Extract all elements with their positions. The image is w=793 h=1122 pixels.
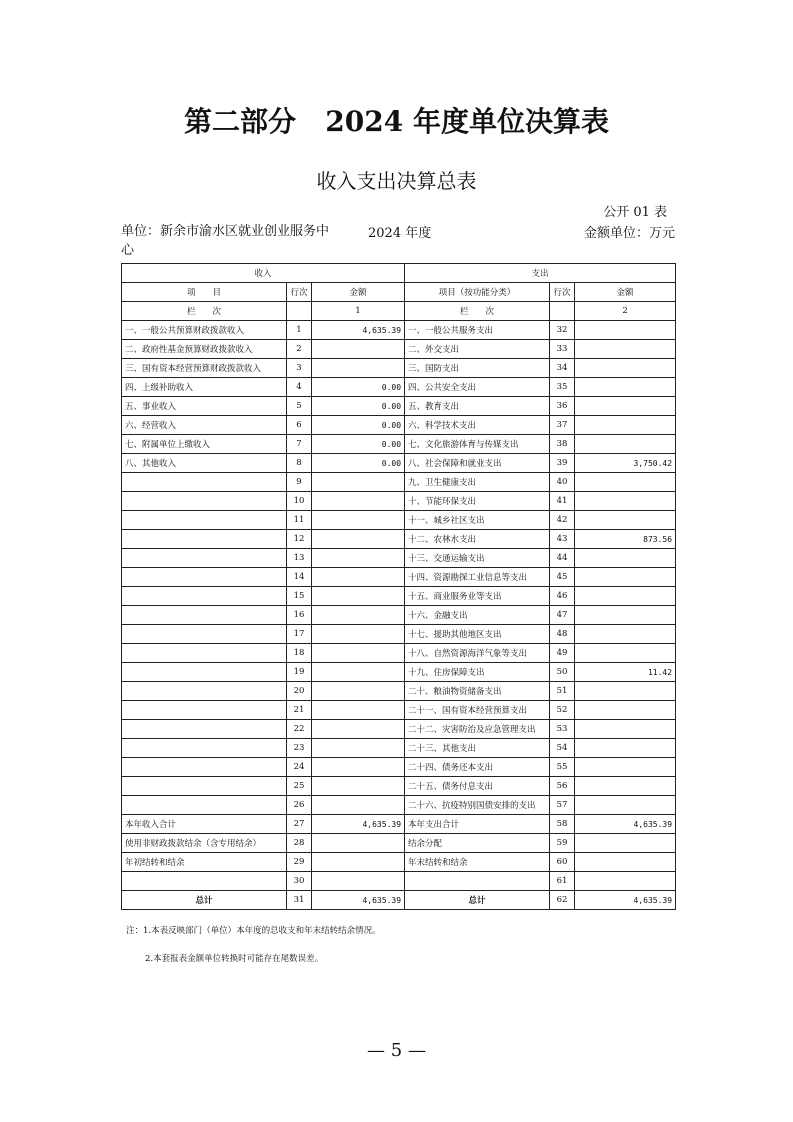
expense-item: 十四、资源勘探工业信息等支出 xyxy=(405,568,550,587)
expense-amount: 3,750.42 xyxy=(575,454,676,473)
income-amount xyxy=(312,359,405,378)
income-item xyxy=(122,758,287,777)
expense-row-no: 38 xyxy=(550,435,575,454)
expense-item: 二十四、债务还本支出 xyxy=(405,758,550,777)
income-item xyxy=(122,644,287,663)
header-row-col-index xyxy=(122,302,676,321)
income-amount xyxy=(312,473,405,492)
income-amount xyxy=(312,625,405,644)
income-row-no: 6 xyxy=(287,416,312,435)
income-row-no: 22 xyxy=(287,720,312,739)
income-amount xyxy=(312,739,405,758)
table-row xyxy=(122,815,676,834)
income-item xyxy=(122,587,287,606)
expense-amount xyxy=(575,587,676,606)
income-item xyxy=(122,473,287,492)
expense-amount: 873.56 xyxy=(575,530,676,549)
table-row xyxy=(122,340,676,359)
table-row xyxy=(122,682,676,701)
expense-amount xyxy=(575,872,676,891)
income-item: 四、上级补助收入 xyxy=(122,378,287,397)
income-item xyxy=(122,568,287,587)
expense-item: 九、卫生健康支出 xyxy=(405,473,550,492)
expense-row-no: 57 xyxy=(550,796,575,815)
year-label: 2024 年度 xyxy=(368,226,432,241)
income-amount: 0.00 xyxy=(312,416,405,435)
income-item: 三、国有资本经营预算财政拨款收入 xyxy=(122,359,287,378)
expense-row-no: 44 xyxy=(550,549,575,568)
expense-item: 七、文化旅游体育与传媒支出 xyxy=(405,435,550,454)
note-2: 2.本套报表金额单位转换时可能存在尾数误差。 xyxy=(145,954,324,964)
income-row-no: 25 xyxy=(287,777,312,796)
expense-row-no: 55 xyxy=(550,758,575,777)
expense-amount xyxy=(575,492,676,511)
expense-item: 八、社会保障和就业支出 xyxy=(405,454,550,473)
expense-item: 十一、城乡社区支出 xyxy=(405,511,550,530)
expense-item: 十六、金融支出 xyxy=(405,606,550,625)
table-row xyxy=(122,606,676,625)
income-row-no: 30 xyxy=(287,872,312,891)
income-item: 一、一般公共预算财政拨款收入 xyxy=(122,321,287,340)
header-row-columns xyxy=(122,283,676,302)
table-row xyxy=(122,435,676,454)
income-row-no: 20 xyxy=(287,682,312,701)
expense-amount xyxy=(575,720,676,739)
col-index-1: 1 xyxy=(312,302,405,321)
income-item xyxy=(122,530,287,549)
income-amount: 4,635.39 xyxy=(312,815,405,834)
expense-row-no: 52 xyxy=(550,701,575,720)
table-row xyxy=(122,568,676,587)
header-row-no-right: 行次 xyxy=(550,283,575,302)
income-item: 五、事业收入 xyxy=(122,397,287,416)
expense-row-no: 39 xyxy=(550,454,575,473)
col-index-blank-left xyxy=(287,302,312,321)
income-row-no: 23 xyxy=(287,739,312,758)
expense-item: 二、外交支出 xyxy=(405,340,550,359)
expense-item: 六、科学技术支出 xyxy=(405,416,550,435)
income-row-no: 7 xyxy=(287,435,312,454)
expense-amount: 11.42 xyxy=(575,663,676,682)
col-label-right: 栏 次 xyxy=(405,302,550,321)
expense-amount xyxy=(575,340,676,359)
income-amount xyxy=(312,663,405,682)
expense-amount xyxy=(575,701,676,720)
header-amount-left: 金额 xyxy=(312,283,405,302)
income-item: 使用非财政拨款结余（含专用结余） xyxy=(122,834,287,853)
income-total-row-no: 31 xyxy=(287,891,312,910)
income-row-no: 9 xyxy=(287,473,312,492)
expense-amount xyxy=(575,606,676,625)
income-row-no: 3 xyxy=(287,359,312,378)
header-func-item: 项目（按功能分类） xyxy=(405,283,550,302)
table-row xyxy=(122,530,676,549)
income-row-no: 11 xyxy=(287,511,312,530)
expense-row-no: 60 xyxy=(550,853,575,872)
expense-amount xyxy=(575,739,676,758)
expense-item: 十八、自然资源海洋气象等支出 xyxy=(405,644,550,663)
income-row-no: 24 xyxy=(287,758,312,777)
expense-row-no: 37 xyxy=(550,416,575,435)
income-amount xyxy=(312,568,405,587)
income-row-no: 2 xyxy=(287,340,312,359)
table-row xyxy=(122,834,676,853)
expense-item: 五、教育支出 xyxy=(405,397,550,416)
expense-amount: 4,635.39 xyxy=(575,815,676,834)
income-amount: 4,635.39 xyxy=(312,321,405,340)
income-row-no: 10 xyxy=(287,492,312,511)
expense-row-no: 49 xyxy=(550,644,575,663)
unit-label: 单位：新余市渝水区就业创业服务中心 xyxy=(121,224,330,258)
income-expense-table xyxy=(121,263,676,910)
expense-total-row-no: 62 xyxy=(550,891,575,910)
expense-item: 十三、交通运输支出 xyxy=(405,549,550,568)
expense-row-no: 33 xyxy=(550,340,575,359)
expense-row-no: 34 xyxy=(550,359,575,378)
income-amount xyxy=(312,701,405,720)
expense-amount xyxy=(575,549,676,568)
expense-amount xyxy=(575,473,676,492)
income-item: 六、经营收入 xyxy=(122,416,287,435)
income-item xyxy=(122,777,287,796)
expense-item: 十、节能环保支出 xyxy=(405,492,550,511)
income-item: 二、政府性基金预算财政拨款收入 xyxy=(122,340,287,359)
expense-total-amount: 4,635.39 xyxy=(575,891,676,910)
table-row xyxy=(122,416,676,435)
income-item xyxy=(122,606,287,625)
expense-amount xyxy=(575,834,676,853)
table-row xyxy=(122,321,676,340)
expense-amount xyxy=(575,416,676,435)
income-row-no: 17 xyxy=(287,625,312,644)
expense-amount xyxy=(575,625,676,644)
col-index-2: 2 xyxy=(575,302,676,321)
table-title: 收入支出决算总表 xyxy=(316,169,477,193)
header-row-section xyxy=(122,264,676,283)
income-amount: 0.00 xyxy=(312,378,405,397)
table-row xyxy=(122,853,676,872)
income-amount xyxy=(312,549,405,568)
expense-amount xyxy=(575,397,676,416)
expense-amount xyxy=(575,796,676,815)
expense-amount xyxy=(575,777,676,796)
income-row-no: 5 xyxy=(287,397,312,416)
income-amount xyxy=(312,530,405,549)
expense-item: 二十六、抗疫特别国债安排的支出 xyxy=(405,796,550,815)
expense-row-no: 50 xyxy=(550,663,575,682)
header-row-no-left: 行次 xyxy=(287,283,312,302)
income-row-no: 26 xyxy=(287,796,312,815)
header-item: 项 目 xyxy=(122,283,287,302)
col-label-left: 栏 次 xyxy=(122,302,287,321)
income-item xyxy=(122,663,287,682)
income-item: 本年收入合计 xyxy=(122,815,287,834)
income-amount xyxy=(312,587,405,606)
expense-row-no: 53 xyxy=(550,720,575,739)
expense-row-no: 58 xyxy=(550,815,575,834)
expense-item: 二十、粮油物资储备支出 xyxy=(405,682,550,701)
expense-amount xyxy=(575,758,676,777)
income-row-no: 15 xyxy=(287,587,312,606)
expense-amount xyxy=(575,511,676,530)
table-row xyxy=(122,359,676,378)
income-row-no: 1 xyxy=(287,321,312,340)
income-item xyxy=(122,872,287,891)
income-amount xyxy=(312,340,405,359)
expense-item: 二十三、其他支出 xyxy=(405,739,550,758)
income-item: 年初结转和结余 xyxy=(122,853,287,872)
expense-row-no: 56 xyxy=(550,777,575,796)
expense-item: 三、国防支出 xyxy=(405,359,550,378)
table-row xyxy=(122,644,676,663)
income-amount: 0.00 xyxy=(312,435,405,454)
income-item xyxy=(122,492,287,511)
table-row xyxy=(122,720,676,739)
expense-item xyxy=(405,872,550,891)
income-amount xyxy=(312,758,405,777)
income-row-no: 27 xyxy=(287,815,312,834)
expense-item: 结余分配 xyxy=(405,834,550,853)
col-index-blank-right xyxy=(550,302,575,321)
expense-row-no: 47 xyxy=(550,606,575,625)
expense-amount xyxy=(575,359,676,378)
income-item xyxy=(122,549,287,568)
expense-row-no: 51 xyxy=(550,682,575,701)
amount-unit: 金额单位：万元 xyxy=(583,226,675,241)
income-item xyxy=(122,701,287,720)
income-item xyxy=(122,739,287,758)
table-row xyxy=(122,701,676,720)
header-expense: 支出 xyxy=(405,264,676,283)
income-row-no: 14 xyxy=(287,568,312,587)
income-amount xyxy=(312,720,405,739)
expense-total-label: 总计 xyxy=(405,891,550,910)
expense-item: 十五、商业服务业等支出 xyxy=(405,587,550,606)
income-amount xyxy=(312,511,405,530)
expense-item: 二十一、国有资本经营预算支出 xyxy=(405,701,550,720)
income-amount xyxy=(312,872,405,891)
expense-row-no: 61 xyxy=(550,872,575,891)
expense-item: 二十二、灾害防治及应急管理支出 xyxy=(405,720,550,739)
table-row xyxy=(122,625,676,644)
income-total-label: 总计 xyxy=(122,891,287,910)
table-row xyxy=(122,758,676,777)
income-row-no: 13 xyxy=(287,549,312,568)
expense-amount xyxy=(575,435,676,454)
expense-row-no: 45 xyxy=(550,568,575,587)
expense-item: 年末结转和结余 xyxy=(405,853,550,872)
expense-amount xyxy=(575,378,676,397)
table-row xyxy=(122,378,676,397)
expense-row-no: 48 xyxy=(550,625,575,644)
table-row xyxy=(122,739,676,758)
header-amount-right: 金额 xyxy=(575,283,676,302)
expense-amount xyxy=(575,644,676,663)
income-amount: 0.00 xyxy=(312,397,405,416)
income-total-amount: 4,635.39 xyxy=(312,891,405,910)
expense-item: 本年支出合计 xyxy=(405,815,550,834)
expense-row-no: 42 xyxy=(550,511,575,530)
expense-row-no: 40 xyxy=(550,473,575,492)
income-amount xyxy=(312,644,405,663)
expense-item: 一、一般公共服务支出 xyxy=(405,321,550,340)
expense-item: 二十五、债务付息支出 xyxy=(405,777,550,796)
expense-row-no: 43 xyxy=(550,530,575,549)
table-row xyxy=(122,397,676,416)
income-row-no: 19 xyxy=(287,663,312,682)
income-row-no: 12 xyxy=(287,530,312,549)
income-amount xyxy=(312,606,405,625)
table-row xyxy=(122,454,676,473)
expense-item: 四、公共安全支出 xyxy=(405,378,550,397)
part-title: 第二部分 2024 年度单位决算表 xyxy=(184,105,609,138)
income-row-no: 28 xyxy=(287,834,312,853)
header-income: 收入 xyxy=(122,264,405,283)
income-amount xyxy=(312,682,405,701)
note-1: 注：1.本表反映部门（单位）本年度的总收支和年末结转结余情况。 xyxy=(126,926,381,936)
expense-amount xyxy=(575,568,676,587)
expense-row-no: 32 xyxy=(550,321,575,340)
table-row xyxy=(122,663,676,682)
expense-row-no: 36 xyxy=(550,397,575,416)
form-number: 公开 01 表 xyxy=(603,205,667,220)
income-amount xyxy=(312,777,405,796)
expense-row-no: 46 xyxy=(550,587,575,606)
income-row-no: 29 xyxy=(287,853,312,872)
income-row-no: 21 xyxy=(287,701,312,720)
expense-amount xyxy=(575,853,676,872)
table-row xyxy=(122,473,676,492)
income-item: 七、附属单位上缴收入 xyxy=(122,435,287,454)
expense-item: 十九、住房保障支出 xyxy=(405,663,550,682)
income-amount xyxy=(312,834,405,853)
income-amount xyxy=(312,853,405,872)
income-row-no: 8 xyxy=(287,454,312,473)
expense-amount xyxy=(575,321,676,340)
table-row xyxy=(122,549,676,568)
expense-item: 十二、农林水支出 xyxy=(405,530,550,549)
income-amount xyxy=(312,492,405,511)
expense-row-no: 59 xyxy=(550,834,575,853)
table-row xyxy=(122,796,676,815)
table-row xyxy=(122,511,676,530)
expense-row-no: 35 xyxy=(550,378,575,397)
expense-item: 十七、援助其他地区支出 xyxy=(405,625,550,644)
income-row-no: 4 xyxy=(287,378,312,397)
income-item xyxy=(122,625,287,644)
income-item xyxy=(122,720,287,739)
table-row xyxy=(122,777,676,796)
table-row xyxy=(122,872,676,891)
income-row-no: 18 xyxy=(287,644,312,663)
income-item: 八、其他收入 xyxy=(122,454,287,473)
expense-amount xyxy=(575,682,676,701)
income-item xyxy=(122,511,287,530)
page-number: — 5 — xyxy=(367,1040,426,1061)
income-amount xyxy=(312,796,405,815)
income-item xyxy=(122,796,287,815)
table-row xyxy=(122,587,676,606)
income-amount: 0.00 xyxy=(312,454,405,473)
table-row xyxy=(122,492,676,511)
expense-row-no: 54 xyxy=(550,739,575,758)
income-item xyxy=(122,682,287,701)
expense-row-no: 41 xyxy=(550,492,575,511)
total-row xyxy=(122,891,676,910)
income-row-no: 16 xyxy=(287,606,312,625)
